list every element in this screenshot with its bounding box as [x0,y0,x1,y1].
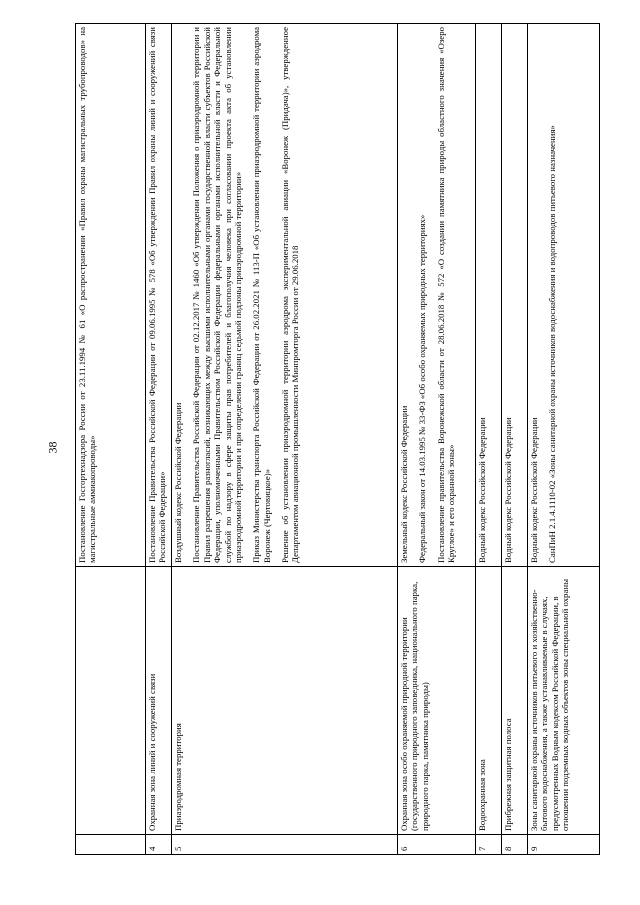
zones-table [75,23,600,855]
document-reference: Водный кодекс Российской Федерации [477,417,487,563]
table-row [146,24,172,855]
document-reference: Постановление Правительства Российской Федерации от 02.12.2017 № 1460 «Об утверждении Положения о приаэродромной территории и Правил разрешения разногласий, возникающих между высшими исполнительными органами государственной власти субъектов Российской Федерации, уполномоченными Правительством Российской Федерации федеральными органами исполнительной власти и Федеральной службой по надзору в сфере защиты прав потребителей и благополучия человека при согласовании проекта акта об установлении приаэродромной территории и при определении границ седьмой подзоны приаэродромной территории» [191,27,243,563]
document-reference: СанПиН 2.1.4.1110-02 «Зоны санитарной охраны источников водоснабжения и водопроводов питьевого назначения» [547,125,558,563]
table-row [76,24,146,855]
row-number: 4 [146,835,172,855]
document-reference: Постановление правительства Воронежской области от 28.06.2018 № 572 «О создании памятника природы областного значения «Озеро Круглое» и его охранной зоны» [435,27,457,563]
regulatory-documents [146,24,172,567]
zone-name: Охранная зона линий и сооружений связи [146,567,172,835]
table-row [502,24,528,855]
zone-name: Охранная зона особо охраняемой природной территории (государственного природного заповедника, национального парка, природного парка, памятника природы) [398,567,476,835]
table-row [398,24,476,855]
page-number: 38 [45,441,60,454]
zone-name [76,567,146,835]
row-number: 7 [476,835,502,855]
document-reference: Воздушный кодекс Российской Федерации [173,402,183,563]
document-reference: Земельный кодекс Российской Федерации [399,405,409,563]
row-number: 8 [502,835,528,855]
regulatory-documents [528,24,600,567]
zone-name: Приаэродромная территория [172,567,398,835]
row-number: 5 [172,835,398,855]
zones-table-body [76,24,600,855]
table-row [476,24,502,855]
row-number: 6 [398,835,476,855]
document-sheet [75,23,575,855]
regulatory-documents [476,24,502,567]
regulatory-documents [398,24,476,567]
zone-name: Зоны санитарной охраны источников питьевого и хозяйственно-бытового водоснабжения, а также устанавливаемые в случаях, предусмотренных Водным кодексом Российской Федерации, в отношении подземных водных объектов зоны специальной охраны [528,567,600,835]
document-reference: Федеральный закон от 14.03.1995 № 33-ФЗ «Об особо охраняемых природных территориях» [417,214,428,563]
document-reference: Постановление Госгортехнадзора России от 23.11.1994 № 61 «О распространении «Правил охраны магистральных трубопроводов» на магистральные аммиакопроводы» [77,27,98,563]
row-number: 9 [528,835,600,855]
row-number [76,835,146,855]
regulatory-documents [172,24,398,567]
document-reference: Постановление Правительства Российской Федерации от 09.06.1995 № 578 «Об утверждении Правил охраны линий и сооружений связи Российской Федерации» [147,27,168,563]
document-reference: Водный кодекс Российской Федерации [503,417,513,563]
regulatory-documents [502,24,528,567]
document-reference: Решение об установлении приаэродромной территории аэродрома экспериментальной авиации «Воронеж (Придача)», утвержденное Департаментом авиационной промышленности Минпромторга России от 29.06.2018 [280,27,301,563]
zone-name: Водоохранная зона [476,567,502,835]
zone-name: Прибрежная защитная полоса [502,567,528,835]
regulatory-documents [76,24,146,567]
table-row [172,24,398,855]
document-reference: Водный кодекс Российской Федерации [529,417,539,563]
document-reference: Приказ Министерства транспорта Российской Федерации от 26.02.2021 № 113-П «Об установлении приаэродромной территории аэродрома Воронеж (Чертовицкое)» [251,27,272,563]
table-row [528,24,600,855]
